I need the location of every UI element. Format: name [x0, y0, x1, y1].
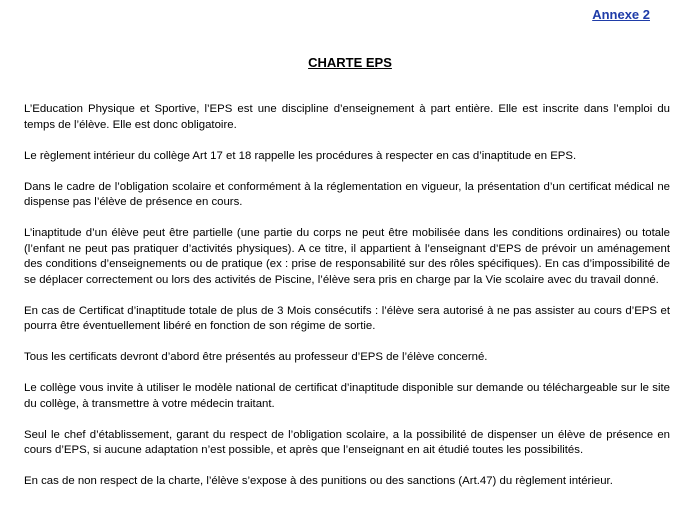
paragraph-intro: L’Education Physique et Sportive, l’EPS est une discipline d’enseignement à part entière. Elle est inscrite dans l’emploi du temps de l’élève. Elle est donc obligatoire. — [24, 103, 670, 131]
paragraph-inaptitude: L’inaptitude d’un élève peut être partielle (une partie du corps ne peut être mobilisée dans les conditions ordinaires) ou totale (l’enfant ne peut pas pratiquer d’activités physiques). A ce titre, il appartient à l’enseignant d’EPS de prévoir un aménagement des conditions d’enseignements ou de pratique (ex : prise de responsabilité sur des rôles spécifiques). En cas d’impossibilité de se déplacer correctement ou lors des activités de Piscine, l’élève sera pris en charge par la Vie scolaire avec du travail donné. — [24, 227, 670, 286]
document-body — [24, 102, 670, 505]
paragraph-obligation: Dans le cadre de l’obligation scolaire et conformément à la réglementation en vigueur, la présentation d’un certificat médical ne dispense pas l’élève de présence en cours. — [24, 180, 670, 208]
paragraph-sanctions: En cas de non respect de la charte, l’élève s’expose à des punitions ou des sanctions (Art.47) du règlement intérieur. — [24, 475, 613, 487]
paragraph-certificat: En cas de Certificat d’inaptitude totale de plus de 3 Mois consécutifs : l’élève sera autorisé à ne pas assister au cours d’EPS et pourra être éventuellement libéré en fonction de son régime de sortie. — [24, 304, 670, 332]
paragraph-chef: Seul le chef d’établissement, garant du respect de l’obligation scolaire, a la possibilité de dispenser un élève de présence en cours d’EPS, si aucune adaptation n’est possible, et après que l’enseignant en ait étudié toutes les possibilités. — [24, 428, 670, 456]
paragraph-modele: Le collège vous invite à utiliser le modèle national de certificat d’inaptitude disponible sur demande ou téléchargeable sur le site du collège, à transmettre à votre médecin traitant. — [24, 382, 670, 410]
paragraph-professeur: Tous les certificats devront d’abord être présentés au professeur d’EPS de l’élève concerné. — [24, 351, 488, 363]
paragraph-reglement: Le règlement intérieur du collège Art 17 et 18 rappelle les procédures à respecter en cas d’inaptitude en EPS. — [24, 149, 577, 162]
page-title: CHARTE EPS — [308, 55, 392, 70]
annex-link[interactable]: Annexe 2 — [592, 7, 650, 22]
